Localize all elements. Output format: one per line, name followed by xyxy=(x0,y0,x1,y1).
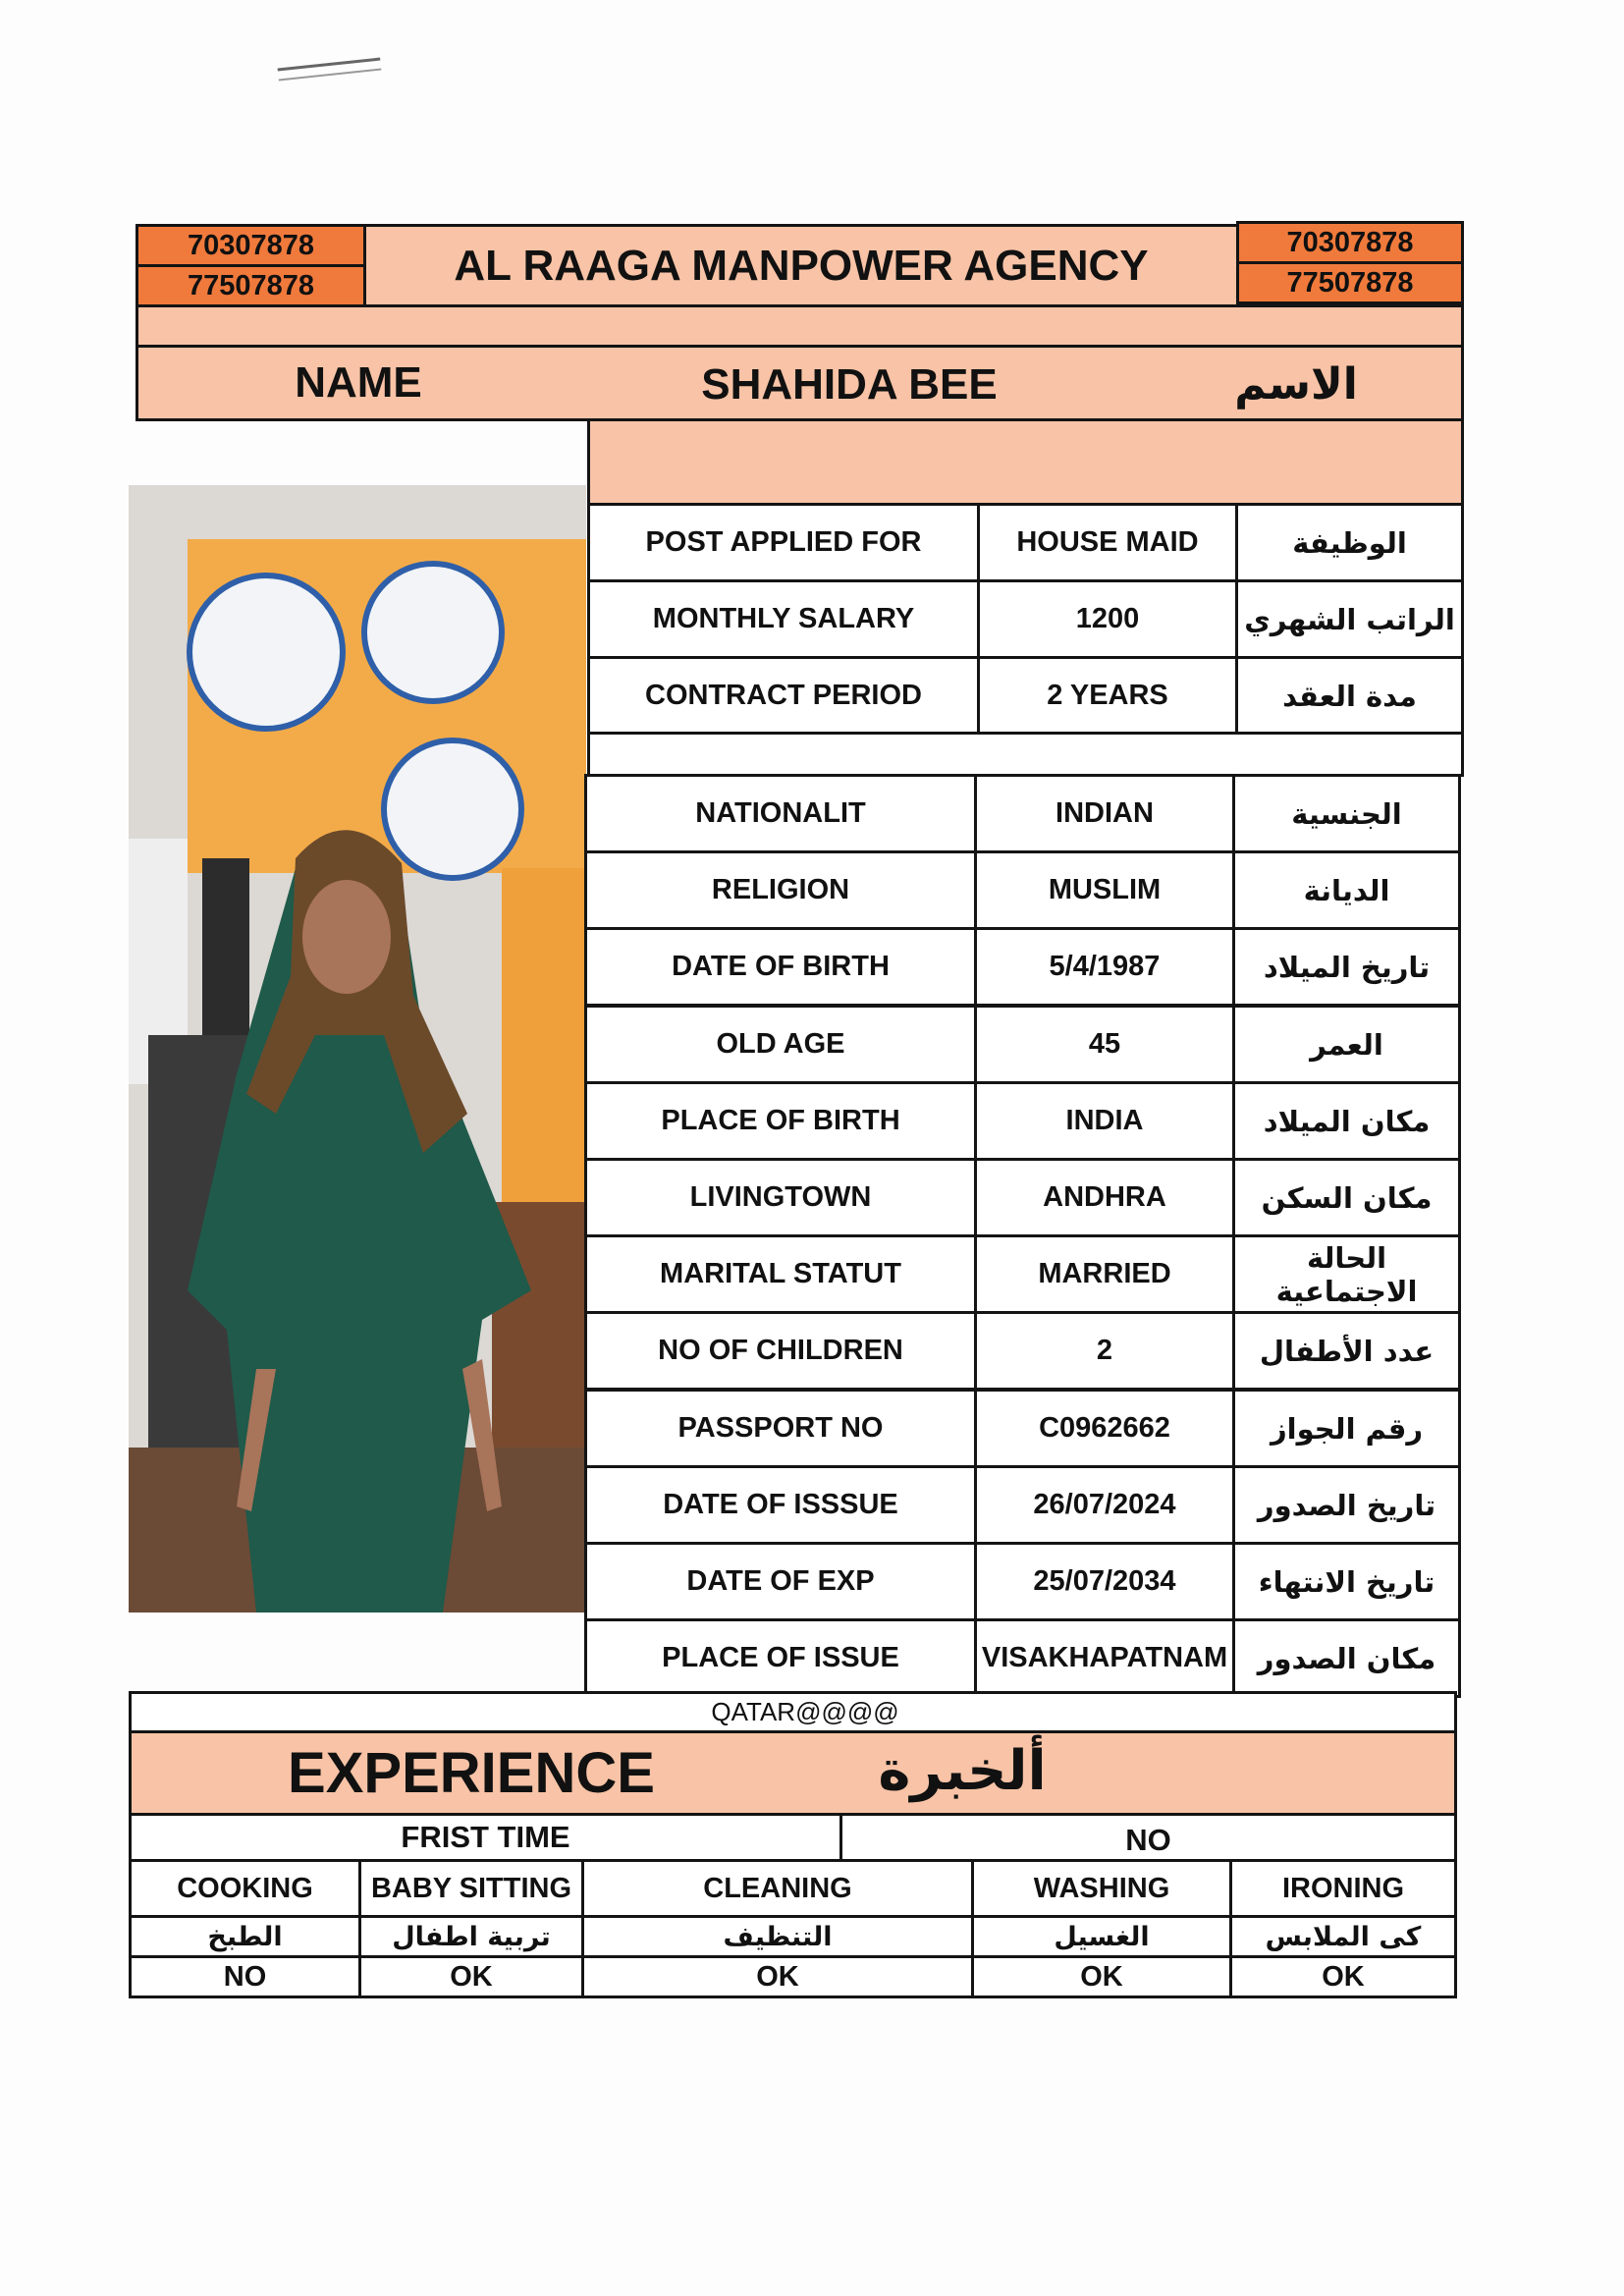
skill-name: BABY SITTING xyxy=(358,1859,584,1918)
personal-row-label: PLACE OF ISSUE xyxy=(584,1618,977,1698)
personal-row-value: MUSLIM xyxy=(974,850,1235,930)
phone-right-2: 77507878 xyxy=(1236,261,1464,304)
personal-row-value: 25/07/2034 xyxy=(974,1542,1235,1621)
skill-value: OK xyxy=(971,1955,1232,1998)
phone-left-1: 70307878 xyxy=(135,224,366,267)
personal-row-label: OLD AGE xyxy=(584,1005,977,1084)
skill-name-arabic: كى الملابس xyxy=(1229,1915,1457,1958)
job-row-label: MONTHLY SALARY xyxy=(587,579,980,659)
name-value: SHAHIDA BEE xyxy=(701,360,998,409)
job-row-label-arabic: الوظيفة xyxy=(1235,503,1464,582)
skill-name: WASHING xyxy=(971,1859,1232,1918)
job-row-label-arabic: الراتب الشهري xyxy=(1235,579,1464,659)
personal-row-value: VISAKHAPATNAM xyxy=(974,1618,1235,1698)
personal-row-value: INDIA xyxy=(974,1081,1235,1161)
skill-value: OK xyxy=(1229,1955,1457,1998)
personal-row-label: DATE OF ISSSUE xyxy=(584,1465,977,1545)
skill-value: OK xyxy=(358,1955,584,1998)
personal-row-value: 5/4/1987 xyxy=(974,927,1235,1007)
candidate-photo-illustration xyxy=(129,485,586,1613)
job-row-value: HOUSE MAID xyxy=(977,503,1238,582)
name-label: NAME xyxy=(295,358,422,407)
personal-row-label: LIVINGTOWN xyxy=(584,1158,977,1237)
personal-row-label-arabic: الديانة xyxy=(1232,850,1461,930)
personal-row-value: 26/07/2024 xyxy=(974,1465,1235,1545)
personal-row-label-arabic: العمر xyxy=(1232,1005,1461,1084)
skill-name: CLEANING xyxy=(581,1859,974,1918)
personal-row-value: C0962662 xyxy=(974,1389,1235,1468)
first-time-value: NO xyxy=(839,1813,1457,1868)
personal-row-label-arabic: عدد الأطفال xyxy=(1232,1311,1461,1391)
personal-row-label-arabic: مكان السكن xyxy=(1232,1158,1461,1237)
job-row-label: CONTRACT PERIOD xyxy=(587,656,980,736)
skill-name-arabic: الغسيل xyxy=(971,1915,1232,1958)
personal-row-value: 2 xyxy=(974,1311,1235,1391)
personal-row-label-arabic: تاريخ الصدور xyxy=(1232,1465,1461,1545)
personal-row-label-arabic: مكان الميلاد xyxy=(1232,1081,1461,1161)
personal-row-value: 45 xyxy=(974,1005,1235,1084)
skill-value: OK xyxy=(581,1955,974,1998)
agency-name: AL RAAGA MANPOWER AGENCY xyxy=(363,224,1239,307)
personal-row-label: NO OF CHILDREN xyxy=(584,1311,977,1391)
name-label-arabic: الاسم xyxy=(1234,359,1358,410)
job-row-label: POST APPLIED FOR xyxy=(587,503,980,582)
personal-row-label: NATIONALIT xyxy=(584,774,977,853)
experience-title-arabic: ألخبرة xyxy=(878,1739,1047,1803)
note-text: QATAR@@@@ xyxy=(711,1697,899,1726)
personal-row-label: MARITAL STATUT xyxy=(584,1234,977,1314)
personal-row-label-arabic: مكان الصدور xyxy=(1232,1618,1461,1698)
staple-mark xyxy=(278,58,382,82)
personal-row-label-arabic: رقم الجواز xyxy=(1232,1389,1461,1468)
personal-row-label: DATE OF EXP xyxy=(584,1542,977,1621)
personal-row-label-arabic: تاريخ الانتهاء xyxy=(1232,1542,1461,1621)
experience-title: EXPERIENCE xyxy=(288,1741,655,1805)
skill-value: NO xyxy=(129,1955,361,1998)
candidate-photo xyxy=(129,485,586,1613)
phone-right-1: 70307878 xyxy=(1236,221,1464,264)
skill-name-arabic: تربية اطفال xyxy=(358,1915,584,1958)
personal-row-label-arabic: الحالة الاجتماعية xyxy=(1232,1234,1461,1314)
personal-row-label: DATE OF BIRTH xyxy=(584,927,977,1007)
personal-row-label: PLACE OF BIRTH xyxy=(584,1081,977,1161)
job-row-label-arabic: مدة العقد xyxy=(1235,656,1464,736)
personal-row-value: INDIAN xyxy=(974,774,1235,853)
job-row-value: 2 YEARS xyxy=(977,656,1238,736)
skill-name: IRONING xyxy=(1229,1859,1457,1918)
skill-name: COOKING xyxy=(129,1859,361,1918)
personal-row-label-arabic: تاريخ الميلاد xyxy=(1232,927,1461,1007)
personal-row-value: MARRIED xyxy=(974,1234,1235,1314)
personal-row-label: PASSPORT NO xyxy=(584,1389,977,1468)
info-spacer-row xyxy=(587,418,1464,506)
job-row-value: 1200 xyxy=(977,579,1238,659)
header-spacer-row xyxy=(135,304,1464,348)
phone-left-2: 77507878 xyxy=(135,264,366,307)
skill-name-arabic: التنظيف xyxy=(581,1915,974,1958)
first-time-label: FRIST TIME xyxy=(129,1813,842,1862)
skill-name-arabic: الطبخ xyxy=(129,1915,361,1958)
table-spacer-row xyxy=(587,732,1464,777)
personal-row-value: ANDHRA xyxy=(974,1158,1235,1237)
personal-row-label: RELIGION xyxy=(584,850,977,930)
personal-row-label-arabic: الجنسية xyxy=(1232,774,1461,853)
